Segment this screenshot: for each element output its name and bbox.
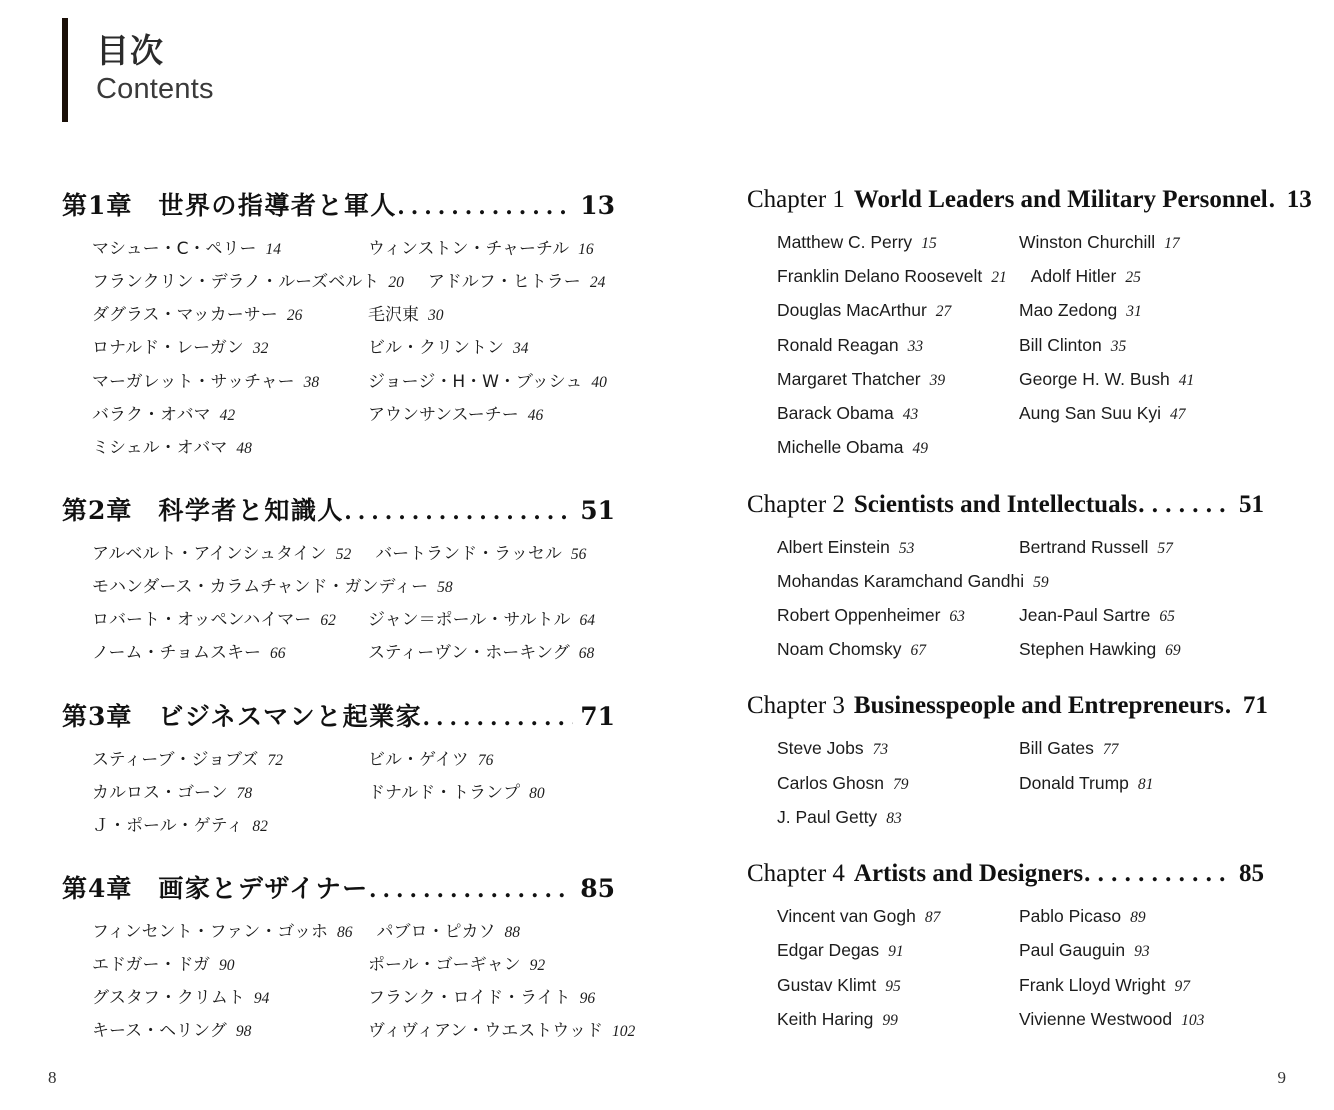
entry-row [777, 766, 1264, 800]
toc-entry[interactable] [1019, 766, 1153, 800]
entry-name: バラク・オバマ [92, 404, 211, 425]
entry-row [777, 430, 1264, 464]
chapter-number-label: Chapter 1 [747, 186, 845, 213]
entry-name: Noam Chomsky [777, 639, 902, 660]
entry-name: Jean-Paul Sartre [1019, 604, 1151, 625]
toc-entry[interactable] [777, 430, 928, 464]
entry-name: Edgar Degas [777, 940, 880, 961]
chapter-title: ビジネスマンと起業家 [158, 701, 423, 731]
toc-entry[interactable] [375, 538, 586, 571]
toc-page-japanese [0, 186, 667, 1049]
entry-name: ヴィヴィアン・ウエストウッド [368, 1021, 603, 1042]
toc-entry[interactable] [368, 604, 595, 637]
entry-row [777, 564, 1264, 598]
toc-entry[interactable] [1019, 530, 1173, 564]
entry-page-number: 76 [477, 751, 494, 769]
entry-page-number: 38 [303, 373, 320, 391]
entry-row [777, 968, 1264, 1002]
toc-entry[interactable] [92, 366, 344, 399]
chapter-block [747, 186, 1312, 465]
chapter-number-label: 第2章 [62, 495, 133, 525]
dot-leader [398, 191, 573, 221]
chapter-heading[interactable] [62, 186, 615, 222]
toc-entry[interactable] [368, 332, 529, 365]
entry-page-number: 89 [1130, 909, 1146, 927]
toc-entry[interactable] [777, 530, 995, 564]
page-title-japanese: 目次 [96, 31, 164, 71]
toc-entry[interactable] [1019, 396, 1186, 430]
entry-name: Aung San Suu Kyi [1019, 403, 1162, 424]
toc-entry[interactable] [1019, 328, 1126, 362]
toc-entry[interactable] [777, 396, 995, 430]
entry-page-number: 68 [578, 645, 595, 663]
entry-page-number: 20 [388, 274, 404, 292]
chapter-number-label: 第3章 [62, 701, 133, 731]
chapter-heading[interactable] [747, 186, 1312, 214]
toc-entry[interactable] [92, 916, 352, 949]
entry-name: Bill Gates [1019, 738, 1094, 759]
entry-name: Franklin Delano Roosevelt [777, 266, 983, 287]
toc-entry[interactable] [368, 949, 545, 982]
entry-row [92, 266, 615, 299]
toc-entry[interactable] [777, 598, 995, 632]
entry-page-number: 57 [1157, 539, 1173, 557]
toc-entry[interactable] [1019, 632, 1181, 666]
entry-name: アドルフ・ヒトラー [427, 272, 581, 293]
toc-entry[interactable] [777, 328, 995, 362]
entry-row [92, 637, 615, 670]
entry-name: スティーブ・ジョブズ [92, 749, 259, 770]
toc-entry[interactable] [368, 744, 493, 777]
entry-row [92, 538, 615, 571]
entry-name: Donald Trump [1019, 772, 1129, 793]
entry-name: ドナルド・トランプ [368, 782, 521, 803]
toc-entry[interactable] [92, 777, 344, 810]
toc-entry[interactable] [1019, 899, 1146, 933]
entry-row [92, 332, 615, 365]
entry-page-number: 53 [898, 539, 915, 557]
chapter-page-number: 51 [580, 495, 615, 525]
chapter-title: World Leaders and Military Personnel [853, 186, 1268, 213]
entry-page-number: 34 [513, 340, 529, 358]
entry-name: Gustav Klimt [777, 974, 877, 995]
chapter-block [62, 186, 615, 465]
entry-name: ジャン＝ポール・サルトル [368, 610, 571, 631]
entry-name: ロバート・オッペンハイマー [92, 610, 312, 631]
entry-page-number: 97 [1174, 977, 1191, 995]
entry-row [92, 1015, 636, 1048]
chapter-page-number: 85 [580, 873, 615, 903]
entry-page-number: 73 [872, 741, 889, 759]
entry-name: Mao Zedong [1019, 300, 1118, 321]
chapter-title: 世界の指導者と軍人 [158, 191, 397, 220]
entry-page-number: 82 [252, 817, 268, 835]
entry-page-number: 63 [949, 607, 965, 625]
entry-page-number: 15 [921, 235, 937, 252]
toc-entry[interactable] [92, 538, 351, 571]
entry-row [92, 916, 615, 949]
entry-name: フランクリン・デラノ・ルーズベルト [92, 272, 380, 293]
entry-name: ビル・ゲイツ [368, 749, 469, 770]
entry-page-number: 46 [527, 406, 544, 424]
toc-page-english [667, 186, 1334, 1049]
entry-row [92, 233, 615, 266]
entry-name: ノーム・チョムスキー [92, 643, 261, 664]
entry-page-number: 32 [252, 340, 269, 358]
entry-name: Vincent van Gogh [777, 906, 916, 927]
entry-page-number: 93 [1134, 943, 1150, 961]
entry-row [92, 744, 615, 777]
entry-page-number: 81 [1137, 775, 1154, 793]
entry-page-number: 92 [529, 957, 546, 975]
entry-name: Michelle Obama [777, 437, 904, 458]
entry-name: Douglas MacArthur [777, 300, 927, 321]
dot-leader [1269, 186, 1279, 214]
chapter-entry-list [747, 899, 1264, 1036]
entry-name: J. Paul Getty [777, 806, 878, 827]
chapter-heading[interactable] [747, 692, 1268, 720]
entry-name: ミシェル・オバマ [92, 437, 228, 458]
entry-page-number: 94 [253, 990, 270, 1008]
entry-page-number: 96 [579, 990, 596, 1008]
toc-entry[interactable] [777, 362, 995, 396]
entry-page-number: 99 [882, 1011, 898, 1029]
entry-page-number: 16 [578, 241, 594, 258]
folio-left: 8 [48, 1068, 57, 1087]
entry-name: Robert Oppenheimer [777, 604, 941, 625]
chapter-block [62, 491, 615, 671]
chapter-heading[interactable] [747, 860, 1264, 888]
entry-row [777, 225, 1264, 259]
entry-name: Margaret Thatcher [777, 368, 921, 389]
entry-row [777, 293, 1264, 327]
toc-entry[interactable] [92, 949, 344, 982]
entry-page-number: 31 [1126, 303, 1142, 321]
toc-entry[interactable] [1019, 225, 1180, 259]
chapter-heading[interactable] [62, 697, 615, 733]
toc-entry[interactable] [777, 731, 995, 765]
entry-page-number: 65 [1159, 607, 1175, 625]
entry-name: Frank Lloyd Wright [1019, 974, 1166, 995]
entry-name: Barack Obama [777, 403, 894, 424]
entry-page-number: 72 [267, 751, 283, 769]
toc-entry[interactable] [92, 1015, 344, 1048]
toc-entry[interactable] [368, 233, 594, 266]
entry-row [92, 399, 615, 432]
toc-entry[interactable] [368, 777, 545, 810]
entry-name: ポール・ゴーギャン [368, 955, 521, 976]
toc-entry[interactable] [92, 233, 344, 266]
toc-entry[interactable] [777, 1002, 995, 1036]
entry-row [777, 396, 1264, 430]
toc-entry[interactable] [92, 432, 252, 465]
entry-name: Ｊ・ポール・ゲティ [92, 815, 244, 836]
toc-entry[interactable] [92, 604, 344, 637]
entry-page-number: 77 [1102, 741, 1119, 759]
entry-page-number: 42 [219, 406, 236, 424]
entry-page-number: 43 [902, 406, 919, 424]
entry-name: Albert Einstein [777, 536, 890, 557]
entry-page-number: 78 [236, 784, 253, 802]
entry-row [777, 362, 1264, 396]
entry-page-number: 59 [1033, 573, 1049, 591]
entry-page-number: 87 [924, 909, 941, 927]
entry-name: Winston Churchill [1019, 232, 1156, 252]
toc-entry[interactable] [368, 1015, 635, 1048]
toc-entry[interactable] [368, 637, 594, 670]
entry-name: Matthew C. Perry [777, 232, 913, 252]
chapter-block [747, 692, 1268, 834]
toc-entry[interactable] [368, 399, 543, 432]
entry-page-number: 21 [991, 269, 1007, 287]
entry-page-number: 24 [589, 274, 606, 292]
entry-row [777, 1002, 1264, 1036]
toc-entry[interactable] [777, 293, 995, 327]
entry-name: マーガレット・サッチャー [92, 371, 295, 392]
toc-entry[interactable] [1019, 731, 1118, 765]
entry-row [777, 328, 1264, 362]
entry-row [777, 731, 1264, 765]
chapter-block [62, 869, 636, 1049]
entry-name: Ronald Reagan [777, 334, 899, 355]
toc-entry[interactable] [1019, 362, 1194, 396]
entry-page-number: 80 [529, 784, 545, 802]
toc-entry[interactable] [92, 399, 344, 432]
toc-entry[interactable] [92, 810, 268, 843]
chapter-entry-list [747, 530, 1264, 667]
entry-name: スティーヴン・ホーキング [368, 643, 570, 664]
page-title-english: Contents [96, 73, 214, 106]
entry-page-number: 90 [218, 957, 235, 975]
toc-entry[interactable] [1019, 1002, 1204, 1036]
entry-name: Adolf Hitler [1030, 266, 1117, 287]
entry-page-number: 69 [1165, 642, 1181, 660]
chapter-number-label: 第1章 [62, 191, 133, 220]
contents-header [62, 18, 214, 122]
chapter-block [62, 697, 615, 843]
entry-page-number: 30 [428, 307, 444, 325]
entry-page-number: 62 [320, 612, 336, 630]
entry-page-number: 102 [611, 1023, 636, 1041]
entry-row [92, 432, 615, 465]
entry-page-number: 98 [235, 1023, 252, 1041]
entry-row [777, 800, 1264, 834]
entry-row [777, 530, 1264, 564]
entry-name: Bertrand Russell [1019, 536, 1149, 557]
entry-name: Carlos Ghosn [777, 772, 884, 793]
toc-entry[interactable] [1019, 598, 1175, 632]
chapter-block [747, 491, 1264, 667]
toc-entry[interactable] [777, 225, 995, 259]
toc-entry[interactable] [777, 800, 902, 834]
entry-name: ジョージ・H・W・ブッシュ [368, 371, 583, 392]
chapter-entry-list [747, 731, 1264, 834]
chapter-heading[interactable] [747, 491, 1264, 519]
chapter-title: 画家とデザイナー [158, 873, 369, 903]
chapter-title: Artists and Designers [853, 860, 1084, 888]
entry-page-number: 91 [888, 943, 904, 961]
entry-page-number: 52 [335, 545, 352, 563]
toc-entry[interactable] [368, 299, 444, 332]
entry-row [92, 982, 615, 1015]
entry-page-number: 95 [885, 977, 901, 995]
entry-page-number: 88 [504, 923, 520, 941]
entry-page-number: 14 [265, 241, 282, 258]
chapter-page-number: 85 [1239, 860, 1264, 888]
toc-entry[interactable] [92, 637, 344, 670]
entry-name: パブロ・ピカソ [376, 921, 496, 942]
chapter-title: Scientists and Intellectuals [853, 490, 1138, 518]
toc-entry[interactable] [368, 366, 607, 399]
entry-row [92, 949, 615, 982]
toc-entry[interactable] [92, 982, 344, 1015]
chapter-entry-list [62, 538, 615, 671]
toc-entry[interactable] [92, 332, 344, 365]
entry-page-number: 47 [1170, 406, 1186, 424]
chapter-entry-list [62, 233, 615, 465]
entry-row [92, 571, 615, 604]
dot-leader [1225, 692, 1235, 720]
toc-entry[interactable] [777, 933, 995, 967]
chapter-entry-list [747, 225, 1264, 465]
toc-entry[interactable] [368, 982, 595, 1015]
entry-row [92, 299, 615, 332]
entry-page-number: 67 [910, 642, 926, 660]
toc-entry[interactable] [92, 744, 344, 777]
dot-leader [423, 702, 573, 732]
entry-page-number: 86 [336, 923, 353, 941]
entry-name: バートランド・ラッセル [375, 543, 562, 564]
entry-row [777, 259, 1264, 293]
chapter-page-number: 71 [580, 701, 615, 731]
toc-entry[interactable] [777, 766, 995, 800]
dot-leader [1084, 860, 1231, 888]
dot-leader [370, 874, 574, 904]
toc-entry[interactable] [1019, 968, 1190, 1002]
toc-entry[interactable] [1031, 259, 1141, 293]
entry-name: ダグラス・マッカーサー [92, 305, 278, 326]
toc-entry[interactable] [428, 266, 606, 299]
entry-page-number: 58 [437, 579, 453, 597]
entry-name: Mohandas Karamchand Gandhi [777, 570, 1025, 591]
entry-name: ロナルド・レーガン [92, 338, 244, 359]
chapter-heading[interactable] [62, 869, 615, 905]
toc-entry[interactable] [777, 632, 995, 666]
toc-entry[interactable] [777, 968, 995, 1002]
entry-name: Stephen Hawking [1019, 639, 1157, 660]
entry-page-number: 33 [907, 337, 924, 355]
entry-row [92, 366, 615, 399]
entry-name: ビル・クリントン [368, 338, 504, 359]
entry-page-number: 26 [286, 307, 303, 325]
chapter-entry-list [62, 744, 615, 843]
toc-entry[interactable] [92, 299, 344, 332]
entry-row [777, 632, 1264, 666]
entry-row [92, 810, 615, 843]
entry-page-number: 41 [1178, 371, 1195, 389]
entry-page-number: 27 [935, 303, 952, 321]
toc-entry[interactable] [1019, 933, 1150, 967]
entry-name: Keith Haring [777, 1008, 874, 1029]
toc-entry[interactable] [92, 266, 404, 299]
dot-leader [345, 496, 573, 526]
entry-name: アウンサンスーチー [368, 404, 519, 425]
entry-page-number: 49 [912, 440, 928, 458]
folio-right: 9 [1277, 1068, 1286, 1087]
entry-name: Pablo Picaso [1019, 906, 1122, 927]
entry-name: Bill Clinton [1019, 334, 1102, 355]
header-text-block [68, 18, 214, 122]
entry-name: マシュー・C・ペリー [92, 239, 257, 259]
chapter-page-number: 51 [1239, 490, 1264, 518]
entry-name: Paul Gauguin [1019, 940, 1126, 961]
entry-page-number: 64 [579, 612, 595, 630]
entry-row [777, 899, 1264, 933]
entry-page-number: 40 [591, 373, 607, 391]
toc-entry[interactable] [777, 259, 1007, 293]
entry-page-number: 35 [1110, 337, 1127, 355]
entry-page-number: 103 [1181, 1011, 1205, 1029]
entry-row [777, 933, 1264, 967]
entry-name: Vivienne Westwood [1019, 1008, 1173, 1029]
chapter-entry-list [62, 916, 636, 1049]
entry-page-number: 66 [269, 645, 286, 663]
entry-name: George H. W. Bush [1019, 368, 1170, 389]
entry-name: アルベルト・アインシュタイン [92, 543, 327, 564]
entry-page-number: 17 [1164, 235, 1180, 252]
entry-page-number: 48 [236, 439, 252, 457]
entry-name: Steve Jobs [777, 738, 864, 759]
entry-name: カルロス・ゴーン [92, 782, 228, 803]
contents-spread [0, 186, 1334, 1049]
toc-entry[interactable] [1019, 293, 1142, 327]
chapter-page-number: 13 [1286, 186, 1312, 213]
entry-page-number: 56 [570, 545, 587, 563]
chapter-title: Businesspeople and Entrepreneurs [853, 692, 1224, 720]
chapter-number-label: Chapter 2 [747, 490, 845, 518]
entry-row [92, 604, 615, 637]
entry-name: グスタフ・クリムト [92, 988, 245, 1009]
chapter-page-number: 71 [1242, 692, 1268, 720]
entry-name: フランク・ロイド・ライト [368, 988, 571, 1009]
entry-name: キース・ヘリング [92, 1021, 227, 1042]
entry-name: フィンセント・ファン・ゴッホ [92, 921, 328, 942]
toc-entry[interactable] [777, 899, 995, 933]
toc-entry[interactable] [92, 571, 453, 604]
chapter-block [747, 860, 1264, 1036]
chapter-number-label: Chapter 3 [747, 692, 845, 720]
chapter-heading[interactable] [62, 491, 615, 527]
entry-name: モハンダース・カラムチャンド・ガンディー [92, 577, 429, 598]
toc-entry[interactable] [777, 564, 1049, 598]
entry-name: ウィンストン・チャーチル [368, 239, 570, 259]
chapter-number-label: Chapter 4 [747, 860, 845, 888]
toc-entry[interactable] [376, 916, 520, 949]
entry-page-number: 25 [1125, 269, 1141, 287]
entry-page-number: 79 [893, 775, 909, 793]
chapter-number-label: 第4章 [62, 873, 133, 903]
entry-name: 毛沢東 [368, 305, 419, 326]
entry-page-number: 39 [929, 371, 946, 389]
entry-name: エドガー・ドガ [92, 955, 210, 976]
chapter-page-number: 13 [580, 191, 615, 220]
entry-row [777, 598, 1264, 632]
chapter-title: 科学者と知識人 [158, 495, 344, 525]
entry-page-number: 83 [886, 809, 902, 827]
dot-leader [1138, 491, 1231, 519]
entry-row [92, 777, 615, 810]
